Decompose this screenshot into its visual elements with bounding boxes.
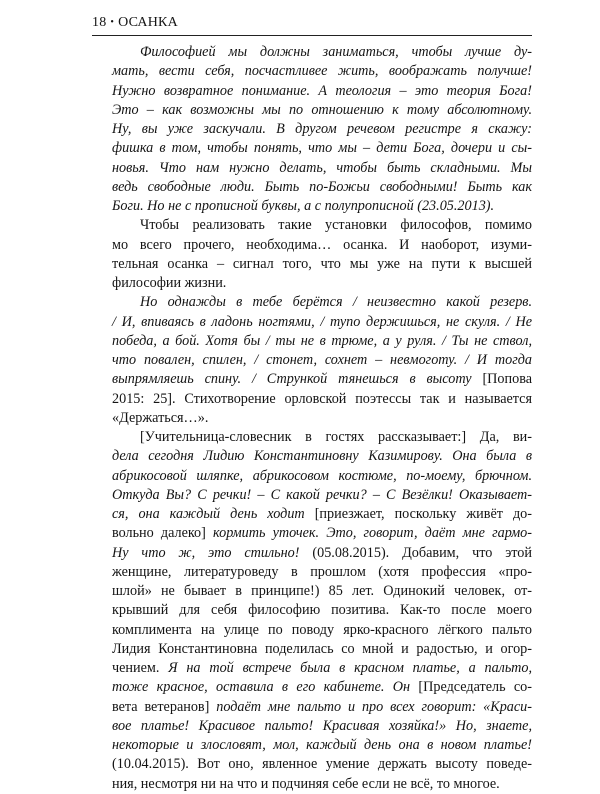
text-line: абрикосовой шляпке, абрикосовом костюме, по-моему, брючном. [112, 467, 532, 484]
text-line: Откуда Вы? С речки! – С какой речки? – С Везёлки! Оказывает- [112, 486, 532, 503]
text-line: Лидия Константиновна поделилась со мной и радостью, и огор- [112, 640, 532, 657]
text-line: философии жизни. [112, 275, 227, 291]
header-rule [92, 35, 532, 36]
paragraph-2 [112, 216, 532, 293]
body-text [112, 43, 532, 794]
paragraph-4 [112, 428, 532, 794]
text-line: вета ветеранов] подаёт мне пальто и про всех говорит: «Краси- [112, 698, 532, 715]
text-line: некоторые и злословят, мол, каждый день она в новом платье! [112, 737, 532, 753]
text-line: Ну, вы уже заскучали. В другом речевом регистре я скажу: [112, 121, 532, 137]
running-header [92, 14, 532, 32]
text-line: Это – как возможны мы по отношению к тому абсолютному. [112, 101, 532, 118]
text-line: 2015: 25]. Стихотворение орловской поэтессы так и называется [112, 390, 532, 407]
text-line: комплимента на улице по поводу ярко-красного лёгкого пальто [112, 621, 532, 638]
text-line: вое платье! Красивое пальто! Красивая хозяйка!» Но, знаете, [112, 717, 532, 734]
text-line: вольно далеко] кормить уточек. Это, говорит, даёт мне гармо- [112, 525, 532, 542]
text-line: шлой» не бывает в принципе!) 85 лет. Одинокий человек, от- [112, 583, 532, 599]
text-line: фишка в том, чтобы понять, что мы – дети Бога, дочери и сы- [112, 140, 532, 157]
text-line: Чтобы реализовать такие установки философов, помимо [140, 217, 532, 234]
paragraph-3 [112, 293, 532, 428]
text-line: женщине, литературоведу в прошлом (хотя профессия «про- [112, 563, 532, 580]
text-line: выпрямляешь спину. / Стрункой тянешься в высоту [Попова [112, 371, 533, 388]
text-line: чением. Я на той встрече была в красном платье, а пальто, [112, 660, 533, 676]
text-line: Ну что ж, это стильно! (05.08.2015). Добавим, что этой [112, 544, 532, 561]
text-line: что повален, спилен, / стонет, сохнет – невмоготу. / И тогда [112, 352, 532, 368]
page-number: 18 [92, 15, 107, 30]
text-line: / И, впиваясь в ладонь ногтями, / тупо держишься, не скуля. / Не [112, 313, 532, 330]
text-line: «Держаться…». [112, 409, 209, 426]
paragraph-1 [112, 43, 532, 216]
text-line: мать, вести себя, посчастливее жить, воображать получше! [112, 63, 532, 80]
text-line: ся, она каждый день ходит [приезжает, поскольку живёт до- [112, 506, 532, 522]
text-line: [Учительница-словесник в гостях рассказывает:] Да, ви- [140, 429, 532, 445]
text-line: крывший для себя философию позитива. Как-то после моего [112, 602, 532, 619]
section-title: ОСАНКА [118, 15, 178, 30]
text-line: победа, а бой. Хотя бы / ты не в трюме, а у руля. / Ты не ствол, [112, 332, 532, 349]
text-line: мо всего прочего, необходима… осанка. И наоборот, изуми- [112, 236, 532, 253]
text-line: новья. Что нам нужно делать, чтобы быть складными. Мы [112, 159, 532, 176]
text-line: Нужно возвратное понимание. А теология – это теория Бога! [112, 82, 532, 99]
text-line: Но однажды в тебе берётся / неизвестно какой резерв. [140, 294, 532, 311]
text-line: Философией мы должны заниматься, чтобы лучше ду- [140, 44, 532, 60]
text-line: ния, несмотря ни на что и подчиняя себе если не всё, то многое. [112, 775, 500, 792]
bullet-separator: • [110, 17, 115, 28]
text-line: тельная осанка – сигнал того, что мы уже на пути к высшей [112, 255, 532, 272]
text-line: тоже красное, оставила в его кабинете. Он [Председатель со- [112, 679, 532, 696]
text-line: (10.04.2015). Вот оно, явленное умение держать высоту поведе- [112, 756, 532, 773]
text-line: ведь свободные люди. Быть по-Божьи свободными! Быть как [112, 178, 532, 195]
text-line: дела сегодня Лидию Константиновну Казимирову. Она была в [112, 448, 532, 465]
text-line: Боги. Но не с прописной буквы, а с полупрописной (23.05.2013). [112, 198, 495, 214]
